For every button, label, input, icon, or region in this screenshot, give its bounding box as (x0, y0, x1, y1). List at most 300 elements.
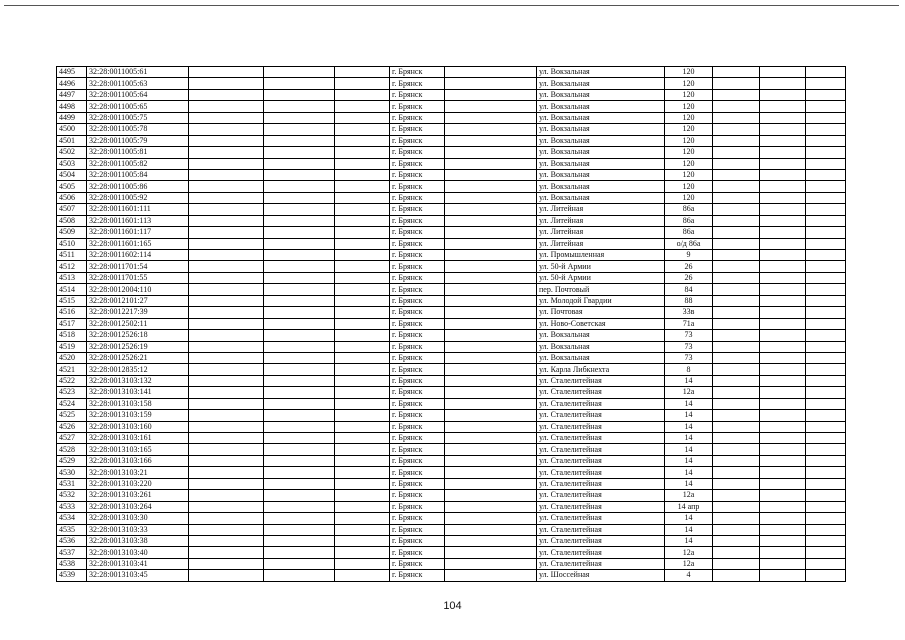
empty-cell (713, 570, 760, 581)
empty-cell (806, 352, 846, 363)
empty-cell (445, 433, 537, 444)
table-row (57, 227, 846, 238)
empty-cell (264, 284, 335, 295)
empty-cell (189, 501, 264, 512)
empty-cell (264, 135, 335, 146)
empty-cell (445, 341, 537, 352)
empty-cell (806, 375, 846, 386)
table-row (57, 547, 846, 558)
street-cell: ул. Промышленная (537, 250, 665, 261)
street-cell: ул. Сталелитейная (537, 375, 665, 386)
city-cell: г. Брянск (390, 112, 445, 123)
row-number-cell: 4524 (57, 398, 87, 409)
empty-cell (335, 433, 390, 444)
street-cell: ул. Вокзальная (537, 192, 665, 203)
empty-cell (264, 352, 335, 363)
cadastral-number-cell: 32:28:0012502:11 (87, 318, 189, 329)
empty-cell (713, 147, 760, 158)
row-number-cell: 4525 (57, 410, 87, 421)
house-number-cell: 120 (665, 135, 713, 146)
empty-cell (264, 307, 335, 318)
empty-cell (713, 478, 760, 489)
empty-cell (806, 535, 846, 546)
cadastral-number-cell: 32:28:0013103:158 (87, 398, 189, 409)
row-number-cell: 4526 (57, 421, 87, 432)
table-row (57, 433, 846, 444)
cadastral-number-cell: 32:28:0012526:21 (87, 352, 189, 363)
house-number-cell: 8 (665, 364, 713, 375)
empty-cell (713, 192, 760, 203)
empty-cell (713, 341, 760, 352)
empty-cell (760, 101, 806, 112)
street-cell: ул. Сталелитейная (537, 433, 665, 444)
city-cell: г. Брянск (390, 215, 445, 226)
empty-cell (264, 295, 335, 306)
empty-cell (335, 169, 390, 180)
city-cell: г. Брянск (390, 421, 445, 432)
empty-cell (445, 375, 537, 386)
empty-cell (806, 78, 846, 89)
table-row (57, 284, 846, 295)
cadastral-number-cell: 32:28:0013103:38 (87, 535, 189, 546)
empty-cell (806, 330, 846, 341)
row-number-cell: 4536 (57, 535, 87, 546)
table-row (57, 478, 846, 489)
row-number-cell: 4538 (57, 558, 87, 569)
empty-cell (445, 89, 537, 100)
house-number-cell: 84 (665, 284, 713, 295)
empty-cell (264, 204, 335, 215)
empty-cell (335, 364, 390, 375)
street-cell: ул. Карла Либкнехта (537, 364, 665, 375)
street-cell: ул. Ново-Советская (537, 318, 665, 329)
empty-cell (713, 421, 760, 432)
row-number-cell: 4513 (57, 272, 87, 283)
table-row (57, 364, 846, 375)
empty-cell (760, 524, 806, 535)
city-cell: г. Брянск (390, 352, 445, 363)
empty-cell (189, 467, 264, 478)
empty-cell (445, 101, 537, 112)
cadastral-number-cell: 32:28:0013103:165 (87, 444, 189, 455)
cadastral-number-cell: 32:28:0011005:61 (87, 67, 189, 78)
empty-cell (445, 67, 537, 78)
city-cell: г. Брянск (390, 147, 445, 158)
house-number-cell: 73 (665, 352, 713, 363)
empty-cell (806, 250, 846, 261)
table-row (57, 375, 846, 386)
empty-cell (760, 250, 806, 261)
empty-cell (189, 169, 264, 180)
table-row (57, 398, 846, 409)
empty-cell (445, 444, 537, 455)
empty-cell (335, 330, 390, 341)
city-cell: г. Брянск (390, 250, 445, 261)
city-cell: г. Брянск (390, 341, 445, 352)
cadastral-number-cell: 32:28:0011005:64 (87, 89, 189, 100)
city-cell: г. Брянск (390, 318, 445, 329)
empty-cell (806, 215, 846, 226)
street-cell: ул. Литейная (537, 227, 665, 238)
empty-cell (760, 410, 806, 421)
city-cell: г. Брянск (390, 467, 445, 478)
empty-cell (445, 112, 537, 123)
table-row (57, 570, 846, 581)
cadastral-number-cell: 32:28:0013103:161 (87, 433, 189, 444)
street-cell: ул. Вокзальная (537, 124, 665, 135)
empty-cell (264, 444, 335, 455)
city-cell: г. Брянск (390, 444, 445, 455)
empty-cell (264, 558, 335, 569)
table-row (57, 272, 846, 283)
row-number-cell: 4502 (57, 147, 87, 158)
cadastral-number-cell: 32:28:0013103:166 (87, 455, 189, 466)
cadastral-number-cell: 32:28:0011701:54 (87, 261, 189, 272)
empty-cell (335, 261, 390, 272)
empty-cell (445, 215, 537, 226)
empty-cell (335, 524, 390, 535)
empty-cell (189, 455, 264, 466)
empty-cell (335, 295, 390, 306)
city-cell: г. Брянск (390, 501, 445, 512)
empty-cell (264, 101, 335, 112)
empty-cell (713, 513, 760, 524)
empty-cell (713, 261, 760, 272)
row-number-cell: 4499 (57, 112, 87, 123)
empty-cell (264, 375, 335, 386)
empty-cell (335, 147, 390, 158)
city-cell: г. Брянск (390, 169, 445, 180)
city-cell: г. Брянск (390, 410, 445, 421)
city-cell: г. Брянск (390, 135, 445, 146)
empty-cell (713, 444, 760, 455)
empty-cell (445, 558, 537, 569)
table-row (57, 124, 846, 135)
empty-cell (264, 455, 335, 466)
empty-cell (806, 387, 846, 398)
row-number-cell: 4539 (57, 570, 87, 581)
empty-cell (806, 124, 846, 135)
house-number-cell: 12а (665, 558, 713, 569)
street-cell: ул. Сталелитейная (537, 490, 665, 501)
empty-cell (189, 112, 264, 123)
table-row (57, 135, 846, 146)
empty-cell (760, 478, 806, 489)
empty-cell (760, 364, 806, 375)
empty-cell (445, 455, 537, 466)
empty-cell (335, 352, 390, 363)
table-row (57, 215, 846, 226)
house-number-cell: 120 (665, 89, 713, 100)
street-cell: ул. Литейная (537, 204, 665, 215)
street-cell: ул. Вокзальная (537, 67, 665, 78)
street-cell: ул. Вокзальная (537, 158, 665, 169)
empty-cell (713, 387, 760, 398)
cadastral-number-cell: 32:28:0013103:30 (87, 513, 189, 524)
row-number-cell: 4514 (57, 284, 87, 295)
empty-cell (335, 513, 390, 524)
empty-cell (806, 341, 846, 352)
table-row (57, 535, 846, 546)
empty-cell (335, 375, 390, 386)
row-number-cell: 4515 (57, 295, 87, 306)
empty-cell (806, 272, 846, 283)
row-number-cell: 4530 (57, 467, 87, 478)
page-number: 104 (443, 600, 462, 612)
street-cell: ул. Сталелитейная (537, 421, 665, 432)
house-number-cell: 14 (665, 433, 713, 444)
table-row (57, 558, 846, 569)
empty-cell (445, 513, 537, 524)
cadastral-number-cell: 32:28:0011005:63 (87, 78, 189, 89)
row-number-cell: 4511 (57, 250, 87, 261)
row-number-cell: 4518 (57, 330, 87, 341)
table-row (57, 467, 846, 478)
row-number-cell: 4517 (57, 318, 87, 329)
city-cell: г. Брянск (390, 547, 445, 558)
empty-cell (189, 375, 264, 386)
empty-cell (806, 192, 846, 203)
empty-cell (264, 215, 335, 226)
empty-cell (445, 467, 537, 478)
row-number-cell: 4495 (57, 67, 87, 78)
empty-cell (189, 352, 264, 363)
empty-cell (264, 261, 335, 272)
empty-cell (806, 455, 846, 466)
table-row (57, 112, 846, 123)
empty-cell (445, 398, 537, 409)
row-number-cell: 4527 (57, 433, 87, 444)
empty-cell (189, 295, 264, 306)
table-row (57, 192, 846, 203)
empty-cell (264, 192, 335, 203)
empty-cell (713, 238, 760, 249)
table-row (57, 421, 846, 432)
empty-cell (335, 490, 390, 501)
cadastral-number-cell: 32:28:0011601:113 (87, 215, 189, 226)
street-cell: ул. Молодой Гвардии (537, 295, 665, 306)
row-number-cell: 4508 (57, 215, 87, 226)
empty-cell (335, 112, 390, 123)
house-number-cell: 26 (665, 272, 713, 283)
empty-cell (335, 501, 390, 512)
row-number-cell: 4535 (57, 524, 87, 535)
empty-cell (806, 307, 846, 318)
empty-cell (189, 204, 264, 215)
page-top-rule (4, 5, 899, 6)
city-cell: г. Брянск (390, 433, 445, 444)
empty-cell (713, 112, 760, 123)
row-number-cell: 4521 (57, 364, 87, 375)
table-row (57, 250, 846, 261)
empty-cell (445, 295, 537, 306)
cadastral-number-cell: 32:28:0013103:40 (87, 547, 189, 558)
empty-cell (335, 238, 390, 249)
empty-cell (713, 181, 760, 192)
empty-cell (760, 352, 806, 363)
empty-cell (445, 478, 537, 489)
empty-cell (264, 227, 335, 238)
empty-cell (713, 467, 760, 478)
city-cell: г. Брянск (390, 295, 445, 306)
street-cell: ул. Литейная (537, 238, 665, 249)
empty-cell (445, 124, 537, 135)
empty-cell (335, 341, 390, 352)
empty-cell (264, 181, 335, 192)
table-row (57, 330, 846, 341)
empty-cell (445, 570, 537, 581)
empty-cell (189, 341, 264, 352)
row-number-cell: 4512 (57, 261, 87, 272)
empty-cell (760, 112, 806, 123)
empty-cell (713, 295, 760, 306)
empty-cell (806, 570, 846, 581)
empty-cell (713, 204, 760, 215)
register-table-body (57, 67, 846, 582)
cadastral-number-cell: 32:28:0011005:92 (87, 192, 189, 203)
cadastral-number-cell: 32:28:0012217:39 (87, 307, 189, 318)
empty-cell (189, 181, 264, 192)
city-cell: г. Брянск (390, 490, 445, 501)
row-number-cell: 4509 (57, 227, 87, 238)
city-cell: г. Брянск (390, 398, 445, 409)
empty-cell (713, 227, 760, 238)
city-cell: г. Брянск (390, 513, 445, 524)
empty-cell (713, 67, 760, 78)
house-number-cell: 26 (665, 261, 713, 272)
empty-cell (264, 398, 335, 409)
empty-cell (264, 330, 335, 341)
empty-cell (806, 318, 846, 329)
cadastral-number-cell: 32:28:0013103:261 (87, 490, 189, 501)
empty-cell (189, 364, 264, 375)
empty-cell (760, 547, 806, 558)
empty-cell (760, 398, 806, 409)
table-row (57, 387, 846, 398)
empty-cell (335, 284, 390, 295)
city-cell: г. Брянск (390, 478, 445, 489)
empty-cell (445, 204, 537, 215)
empty-cell (713, 410, 760, 421)
row-number-cell: 4533 (57, 501, 87, 512)
empty-cell (806, 433, 846, 444)
empty-cell (445, 352, 537, 363)
empty-cell (264, 410, 335, 421)
empty-cell (335, 204, 390, 215)
city-cell: г. Брянск (390, 181, 445, 192)
empty-cell (189, 284, 264, 295)
empty-cell (445, 181, 537, 192)
city-cell: г. Брянск (390, 558, 445, 569)
register-sheet (56, 66, 846, 582)
empty-cell (760, 501, 806, 512)
cadastral-number-cell: 32:28:0011005:65 (87, 101, 189, 112)
empty-cell (264, 272, 335, 283)
cadastral-number-cell: 32:28:0011005:86 (87, 181, 189, 192)
empty-cell (806, 101, 846, 112)
table-row (57, 78, 846, 89)
house-number-cell: 33в (665, 307, 713, 318)
empty-cell (189, 558, 264, 569)
empty-cell (335, 158, 390, 169)
empty-cell (189, 261, 264, 272)
empty-cell (760, 215, 806, 226)
empty-cell (806, 444, 846, 455)
empty-cell (760, 375, 806, 386)
cadastral-number-cell: 32:28:0013103:141 (87, 387, 189, 398)
table-row (57, 261, 846, 272)
empty-cell (264, 250, 335, 261)
empty-cell (760, 513, 806, 524)
row-number-cell: 4523 (57, 387, 87, 398)
house-number-cell: 120 (665, 101, 713, 112)
empty-cell (760, 147, 806, 158)
empty-cell (445, 318, 537, 329)
street-cell: ул. Вокзальная (537, 352, 665, 363)
empty-cell (335, 478, 390, 489)
table-row (57, 524, 846, 535)
empty-cell (806, 169, 846, 180)
row-number-cell: 4529 (57, 455, 87, 466)
empty-cell (335, 387, 390, 398)
empty-cell (806, 112, 846, 123)
cadastral-number-cell: 32:28:0012526:18 (87, 330, 189, 341)
cadastral-number-cell: 32:28:0011601:165 (87, 238, 189, 249)
empty-cell (760, 433, 806, 444)
row-number-cell: 4505 (57, 181, 87, 192)
street-cell: ул. Вокзальная (537, 135, 665, 146)
empty-cell (189, 535, 264, 546)
street-cell: ул. Сталелитейная (537, 467, 665, 478)
empty-cell (806, 478, 846, 489)
empty-cell (713, 524, 760, 535)
empty-cell (713, 352, 760, 363)
table-row (57, 341, 846, 352)
house-number-cell: 14 (665, 444, 713, 455)
empty-cell (806, 227, 846, 238)
empty-cell (713, 535, 760, 546)
empty-cell (806, 467, 846, 478)
empty-cell (445, 387, 537, 398)
house-number-cell: 9 (665, 250, 713, 261)
empty-cell (713, 89, 760, 100)
empty-cell (335, 124, 390, 135)
empty-cell (760, 467, 806, 478)
empty-cell (760, 318, 806, 329)
house-number-cell: 71а (665, 318, 713, 329)
empty-cell (445, 158, 537, 169)
street-cell: ул. Литейная (537, 215, 665, 226)
city-cell: г. Брянск (390, 570, 445, 581)
table-row (57, 181, 846, 192)
cadastral-number-cell: 32:28:0012526:19 (87, 341, 189, 352)
empty-cell (760, 284, 806, 295)
empty-cell (806, 147, 846, 158)
city-cell: г. Брянск (390, 158, 445, 169)
empty-cell (189, 421, 264, 432)
empty-cell (264, 364, 335, 375)
street-cell: ул. Сталелитейная (537, 535, 665, 546)
empty-cell (713, 455, 760, 466)
empty-cell (264, 158, 335, 169)
city-cell: г. Брянск (390, 272, 445, 283)
empty-cell (335, 181, 390, 192)
row-number-cell: 4500 (57, 124, 87, 135)
empty-cell (264, 67, 335, 78)
empty-cell (806, 513, 846, 524)
empty-cell (264, 467, 335, 478)
house-number-cell: 14 (665, 478, 713, 489)
